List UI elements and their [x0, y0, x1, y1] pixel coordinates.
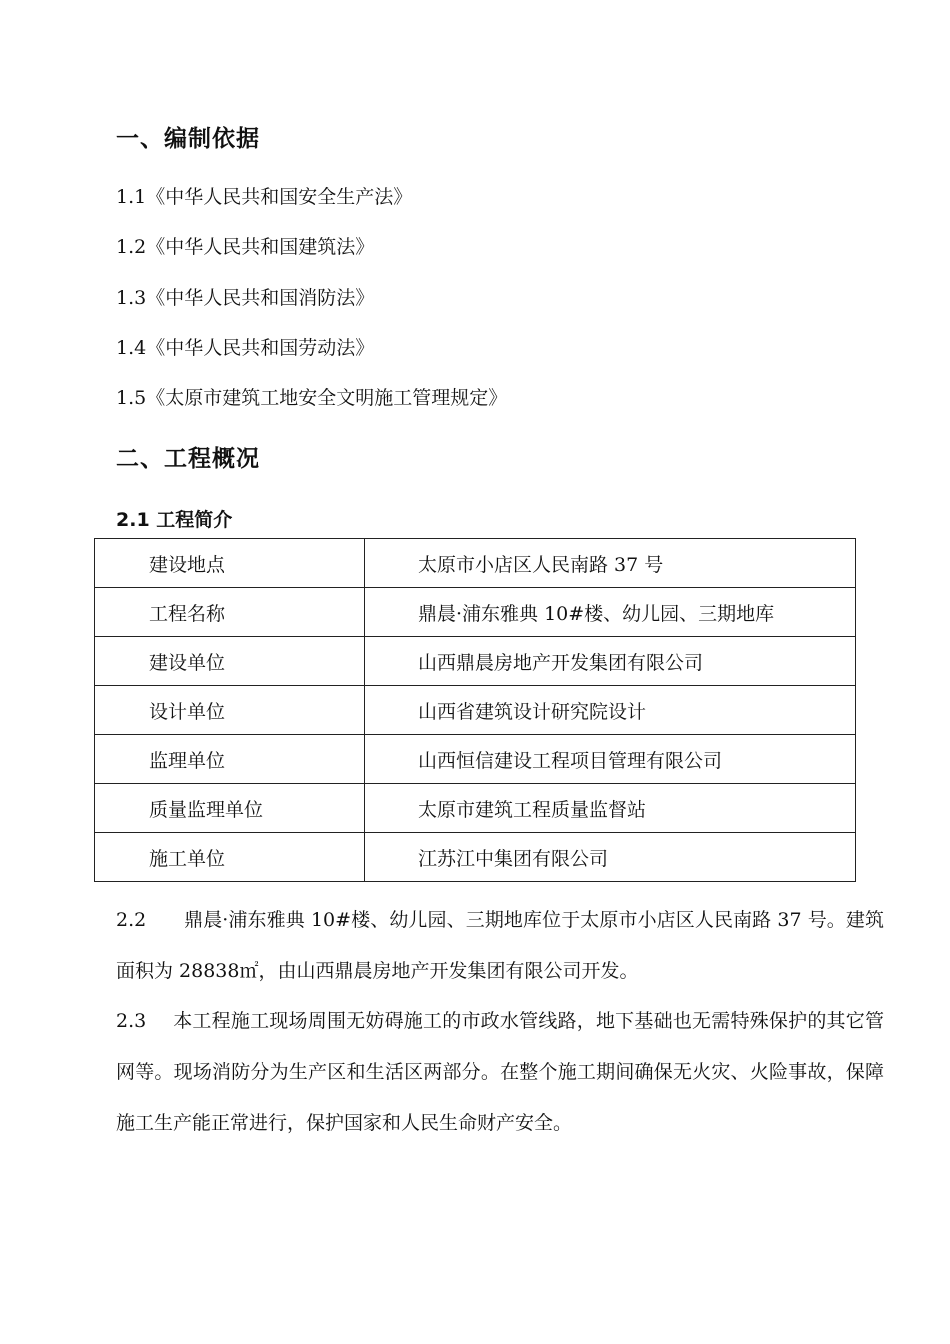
table-row [95, 539, 856, 588]
table-row [95, 686, 856, 735]
paragraph-text: 本工程施工现场周围无妨碍施工的市政水管线路，地下基础也无需特殊保护的其它管网等。现场消防分为生产区和生活区两部分。在整个施工期间确保无火灾、火险事故，保障施工生产能正常进行，保护国家和人民生命财产安全。 [116, 1010, 884, 1134]
table-cell-label: 建设单位 [95, 637, 365, 686]
table-cell-label: 建设地点 [95, 539, 365, 588]
table-cell-value: 江苏江中集团有限公司 [365, 833, 856, 882]
table-row [95, 833, 856, 882]
basis-item-5 [116, 383, 507, 410]
table-cell-value: 山西恒信建设工程项目管理有限公司 [365, 735, 856, 784]
paragraph-2-2 [116, 895, 884, 997]
basis-item-number: 1.2 [116, 236, 147, 258]
basis-item-number: 1.3 [116, 287, 147, 309]
basis-item-number: 1.5 [116, 387, 147, 409]
table-cell-label: 监理单位 [95, 735, 365, 784]
project-intro-subtitle: 2.1 工程简介 [116, 509, 233, 531]
table-cell-label: 施工单位 [95, 833, 365, 882]
basis-item-text: 《太原市建筑工地安全文明施工管理规定》 [146, 387, 508, 409]
basis-item-text: 《中华人民共和国建筑法》 [146, 236, 375, 258]
basis-item-text: 《中华人民共和国安全生产法》 [146, 186, 413, 208]
table-row [95, 588, 856, 637]
table-row [95, 637, 856, 686]
basis-item-number: 1.4 [116, 337, 147, 359]
table-cell-value: 鼎晨·浦东雅典 10#楼、幼儿园、三期地库 [365, 588, 856, 637]
table-cell-value: 山西省建筑设计研究院设计 [365, 686, 856, 735]
section-2-title: 二、工程概况 [116, 446, 260, 472]
basis-item-text: 《中华人民共和国劳动法》 [146, 337, 375, 359]
project-info-table [94, 538, 856, 882]
basis-item-number: 1.1 [116, 186, 147, 208]
table-cell-value: 山西鼎晨房地产开发集团有限公司 [365, 637, 856, 686]
section-1-title: 一、编制依据 [116, 126, 260, 152]
table-cell-label: 质量监理单位 [95, 784, 365, 833]
basis-item-text: 《中华人民共和国消防法》 [146, 287, 375, 309]
paragraph-2-3 [116, 996, 884, 1149]
paragraph-text: 鼎晨·浦东雅典 10#楼、幼儿园、三期地库位于太原市小店区人民南路 37 号。建筑面积为 28838㎡，由山西鼎晨房地产开发集团有限公司开发。 [116, 909, 884, 982]
basis-item-1 [116, 182, 412, 209]
paragraph-number: 2.2 [116, 909, 147, 931]
table-cell-label: 设计单位 [95, 686, 365, 735]
basis-item-3 [116, 283, 374, 310]
basis-item-2 [116, 232, 374, 259]
table-row [95, 784, 856, 833]
table-row [95, 735, 856, 784]
table-cell-value: 太原市小店区人民南路 37 号 [365, 539, 856, 588]
table-cell-label: 工程名称 [95, 588, 365, 637]
paragraph-number: 2.3 [116, 1010, 147, 1032]
table-cell-value: 太原市建筑工程质量监督站 [365, 784, 856, 833]
basis-item-4 [116, 333, 374, 360]
